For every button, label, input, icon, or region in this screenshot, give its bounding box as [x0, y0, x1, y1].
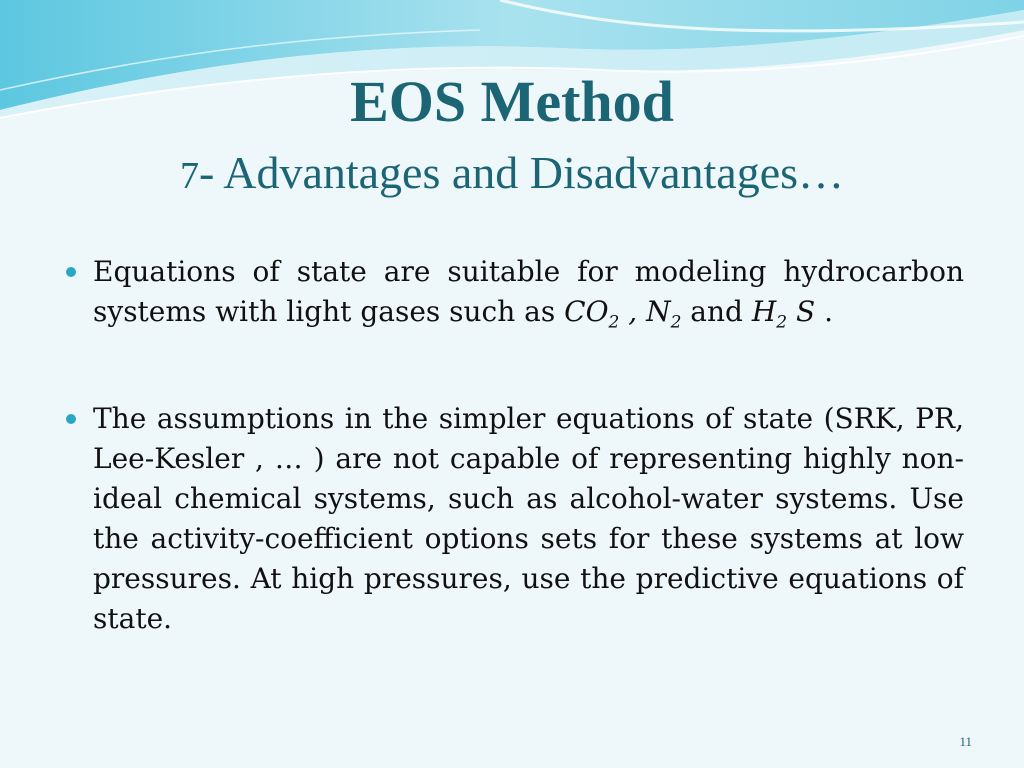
subtitle-text: - Advantages and Disadvantages… — [198, 147, 845, 198]
formula-h2s: $H_2$ S — [751, 295, 816, 333]
period: . — [815, 295, 833, 328]
bullet-list — [62, 252, 964, 639]
bullet-item — [62, 399, 964, 639]
subtitle-number: 7 — [179, 155, 199, 197]
bullet-dot-icon — [66, 267, 76, 277]
bullet-text: The assumptions in the simpler equations of state (SRK, PR, Lee-Kesler , … ) are not capable of representing highly non-ideal chemical systems, such as alcohol-water systems. Use the activity-coefficient options sets for these systems at low pressures. At high pressures, use the predictive equations of state. — [93, 401, 964, 635]
bullet-text: Equations of state are suitable for modeling hydrocarbon systems with light gases such as — [93, 255, 964, 328]
page-number: 11 — [959, 734, 972, 749]
slide-title: EOS Method — [350, 69, 674, 134]
slide-subtitle — [0, 145, 1024, 204]
bullet-dot-icon — [66, 414, 76, 424]
separator: , — [619, 295, 647, 328]
formula-co2: $CO_2$ — [564, 295, 620, 333]
bullet-item — [62, 252, 964, 343]
formula-n2: $N_2$ — [646, 295, 682, 333]
and-text: and — [681, 295, 752, 328]
